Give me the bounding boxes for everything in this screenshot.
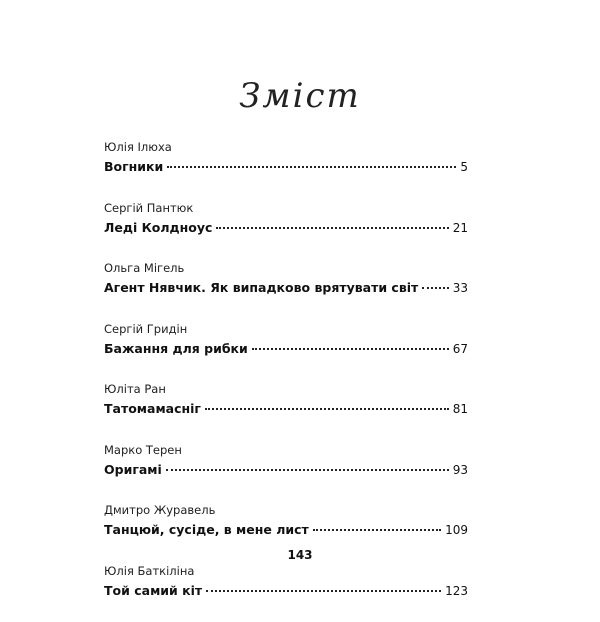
dot-leader <box>167 166 456 168</box>
toc-author: Дмитро Журавель <box>104 501 468 521</box>
toc-entry <box>104 259 468 320</box>
toc-page-number: 67 <box>453 340 468 358</box>
toc-title: Той самий кіт <box>104 582 202 600</box>
toc-entry <box>104 441 468 502</box>
toc-page-number: 33 <box>453 279 468 297</box>
toc-page-number: 5 <box>460 158 468 176</box>
toc-title: Татомамасніг <box>104 400 201 418</box>
toc-title-line <box>104 279 468 297</box>
toc-entry <box>104 562 468 622</box>
toc-entry <box>104 199 468 260</box>
toc-title: Оригамі <box>104 461 162 479</box>
dot-leader <box>422 287 448 289</box>
dot-leader <box>166 469 449 471</box>
toc-page-number: 109 <box>445 521 468 539</box>
dot-leader <box>313 529 441 531</box>
toc-title-line <box>104 461 468 479</box>
toc-title: Бажання для рибки <box>104 340 248 358</box>
toc-page-number: 123 <box>445 582 468 600</box>
toc-title-line <box>104 521 468 539</box>
toc-title-line <box>104 158 468 176</box>
toc-title-line <box>104 219 468 237</box>
toc-title-line <box>104 400 468 418</box>
toc-title-line <box>104 582 468 600</box>
toc-author: Марко Терен <box>104 441 468 461</box>
toc-entry <box>104 138 468 199</box>
dot-leader <box>252 348 449 350</box>
dot-leader <box>216 227 448 229</box>
toc-author: Юлія Баткіліна <box>104 562 468 582</box>
toc-page-number: 21 <box>453 219 468 237</box>
toc-author: Ольга Мігель <box>104 259 468 279</box>
toc-page-number: 81 <box>453 400 468 418</box>
toc-author: Сергій Гридін <box>104 320 468 340</box>
page-heading: Зміст <box>0 76 600 116</box>
dot-leader <box>205 408 449 410</box>
toc-author: Юліта Ран <box>104 380 468 400</box>
toc-title-line <box>104 340 468 358</box>
toc-page-number: 93 <box>453 461 468 479</box>
toc-author: Юлія Ілюха <box>104 138 468 158</box>
toc-title: Леді Колдноус <box>104 219 212 237</box>
toc-title: Танцюй, сусіде, в мене лист <box>104 521 309 539</box>
dot-leader <box>206 590 441 592</box>
toc-author: Сергій Пантюк <box>104 199 468 219</box>
toc-entry <box>104 380 468 441</box>
toc-title: Агент Нявчик. Як випадково врятувати світ <box>104 279 418 297</box>
toc-title: Вогники <box>104 158 163 176</box>
toc-entry <box>104 320 468 381</box>
page-number: 143 <box>0 548 600 562</box>
